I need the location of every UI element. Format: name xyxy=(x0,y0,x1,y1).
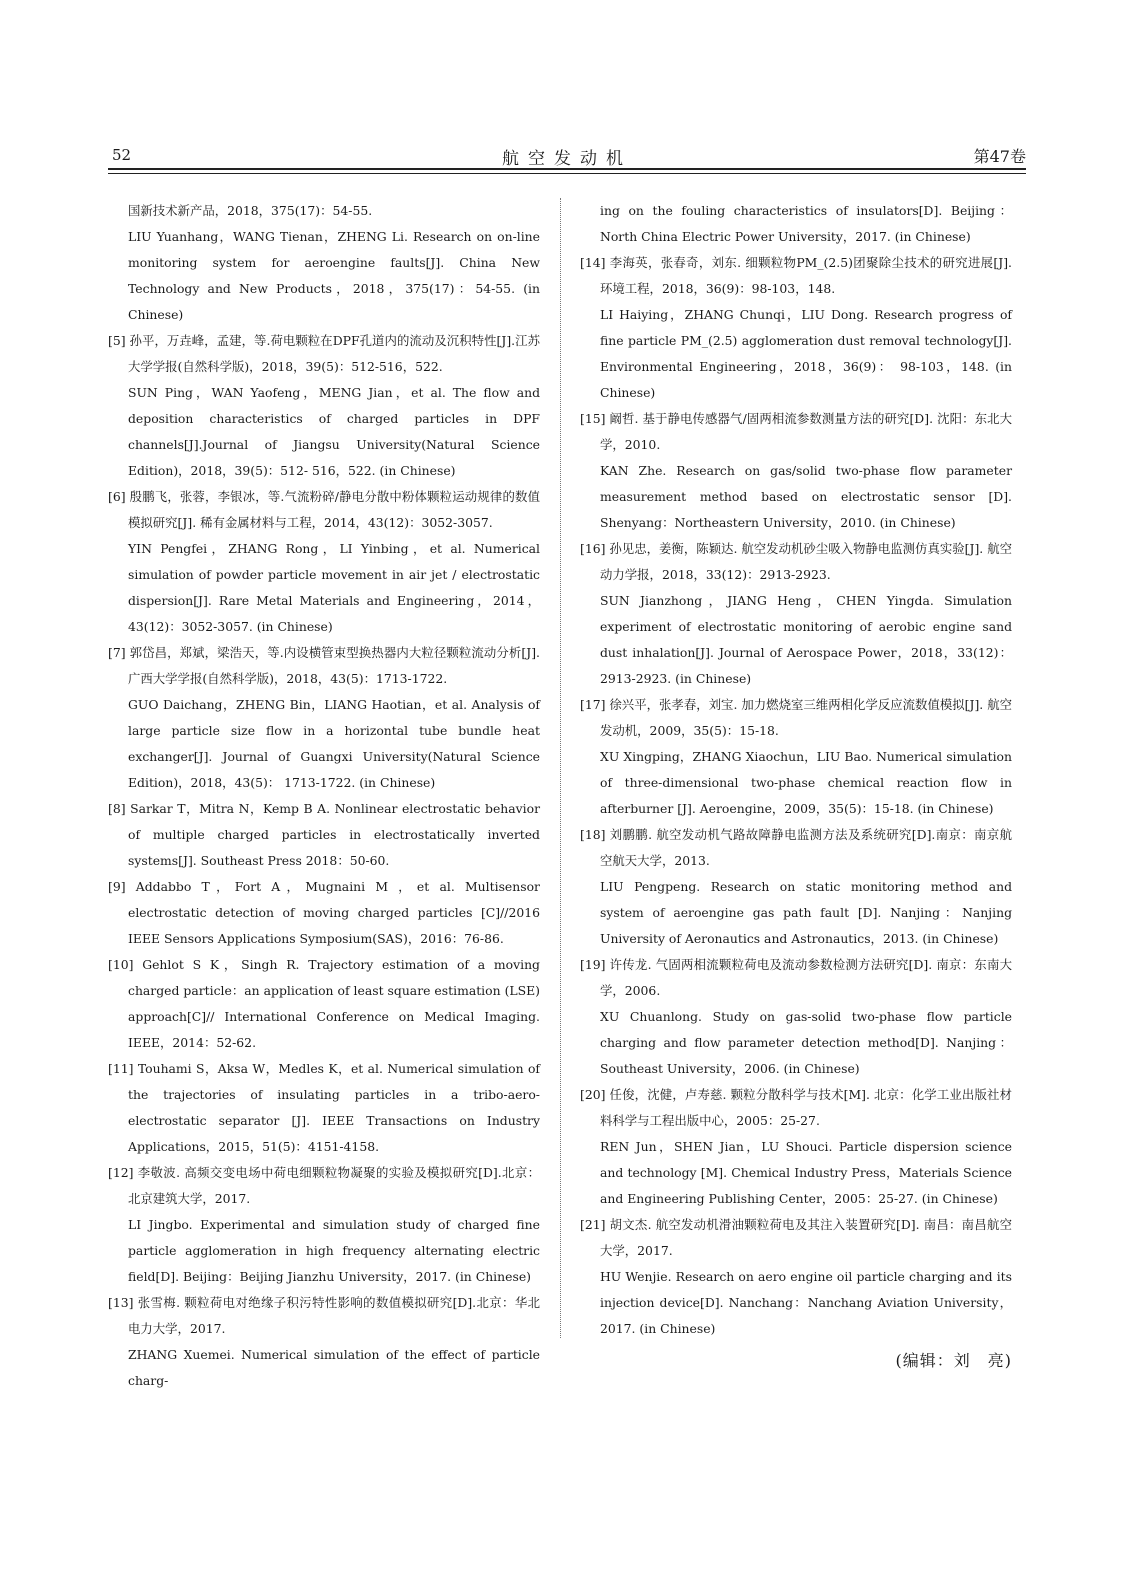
reference-14-zh: [14] 李海英，张春奇，刘东. 细颗粒物PM_(2.5)团聚除尘技术的研究进展[J]. 环境工程，2018，36(9)：98-103，148. xyxy=(580,255,1012,296)
reference-13-en: ZHANG Xuemei. Numerical simulation of the effect of particle charg- xyxy=(128,1347,540,1388)
right-column xyxy=(580,198,1012,1374)
reference-7-en: GUO Daichang，ZHENG Bin，LIANG Haotian，et al. Analysis of large particle size flow in a horizontal tube bundle heat exchanger[J]. Journal of Guangxi University(Natural Science Edition)，2018，43(5)： 1713-1722. (in Chinese) xyxy=(128,697,540,790)
column-divider xyxy=(560,198,561,1338)
reference-15-en: KAN Zhe. Research on gas/solid two-phase flow parameter measurement method based on electrostatic sensor [D]. Shenyang：Northeastern University，2010. (in Chinese) xyxy=(600,463,1012,530)
reference-8: [8] Sarkar T，Mitra N，Kemp B A. Nonlinear electrostatic behavior of multiple charged particles in electrostatically inverted systems[J]. Southeast Press 2018：50-60. xyxy=(108,801,540,868)
volume-label: 第47卷 xyxy=(973,147,1026,166)
reference-21-en: HU Wenjie. Research on aero engine oil particle charging and its injection device[D]. Nanchang：Nanchang Aviation University，2017. (in Chinese) xyxy=(600,1269,1012,1336)
reference-6-en: YIN Pengfei，ZHANG Rong，LI Yinbing，et al. Numerical simulation of powder particle movement in air jet / electrostatic dispersion[J]. Rare Metal Materials and Engineering，2014，43(12)：3052-3057. (in Chinese) xyxy=(128,541,540,634)
reference-17-zh: [17] 徐兴平，张孝春，刘宝. 加力燃烧室三维两相化学反应流数值模拟[J]. 航空发动机，2009，35(5)：15-18. xyxy=(580,697,1012,738)
reference-18-en: LIU Pengpeng. Research on static monitoring method and system of aeroengine gas path fault [D]. Nanjing：Nanjing University of Aeronautics and Astronautics，2013. (in Chinese) xyxy=(600,879,1012,946)
reference-20-en: REN Jun，SHEN Jian，LU Shouci. Particle dispersion science and technology [M]. Chemical Industry Press，Materials Science and Engineering Publishing Center，2005：25-27. (in Chinese) xyxy=(600,1139,1012,1206)
reference-9: [9] Addabbo T，Fort A，Mugnaini M ，et al. Multisensor electrostatic detection of moving charged particles [C]//2016 IEEE Sensors Applications Symposium(SAS)，2016：76-86. xyxy=(108,879,540,946)
reference-13-zh: [13] 张雪梅. 颗粒荷电对绝缘子积污特性影响的数值模拟研究[D].北京：华北电力大学，2017. xyxy=(108,1295,540,1336)
left-column xyxy=(108,198,540,1394)
reference-10: [10] Gehlot S K，Singh R. Trajectory estimation of a moving charged particle：an application of least square estimation (LSE) approach[C]// International Conference on Medical Imaging. IEEE，2014：52-62. xyxy=(108,957,540,1050)
reference-12-zh: [12] 李敬波. 高频交变电场中荷电细颗粒物凝聚的实验及模拟研究[D].北京：北京建筑大学，2017. xyxy=(108,1165,540,1206)
reference-17-en: XU Xingping，ZHANG Xiaochun，LIU Bao. Numerical simulation of three-dimensional two-phase chemical reaction flow in afterburner [J]. Aeroengine，2009，35(5)：15-18. (in Chinese) xyxy=(600,749,1012,816)
reference-6-zh: [6] 殷鹏飞，张蓉，李银冰，等.气流粉碎/静电分散中粉体颗粒运动规律的数值模拟研究[J]. 稀有金属材料与工程，2014，43(12)：3052-3057. xyxy=(108,489,540,530)
reference-21-zh: [21] 胡文杰. 航空发动机滑油颗粒荷电及其注入装置研究[D]. 南昌：南昌航空大学，2017. xyxy=(580,1217,1012,1258)
editor-note: (编辑：刘 亮) xyxy=(895,1351,1012,1370)
reference-7-zh: [7] 郭岱昌，郑斌，梁浩天，等.内设横管束型换热器内大粒径颗粒流动分析[J].广西大学学报(自然科学版)，2018，43(5)：1713-1722. xyxy=(108,645,540,686)
reference-19-zh: [19] 许传龙. 气固两相流颗粒荷电及流动参数检测方法研究[D]. 南京：东南大学，2006. xyxy=(580,957,1012,998)
reference-5-en: SUN Ping，WAN Yaofeng，MENG Jian，et al. The flow and deposition characteristics of charged particles in DPF channels[J].Journal of Jiangsu University(Natural Science Edition)，2018，39(5)：512- 516，522. (in Chinese) xyxy=(128,385,540,478)
page-number: 52 xyxy=(112,146,132,164)
reference-19-en: XU Chuanlong. Study on gas-solid two-phase flow particle charging and flow parameter detection method[D]. Nanjing：Southeast University，2006. (in Chinese) xyxy=(600,1009,1012,1076)
header-rule-thin xyxy=(108,173,1026,174)
reference-12-en: LI Jingbo. Experimental and simulation study of charged fine particle agglomeration in high frequency alternating electric field[D]. Beijing：Beijing Jianzhu University，2017. (in Chinese) xyxy=(128,1217,540,1284)
reference-20-zh: [20] 任俊，沈健，卢寿慈. 颗粒分散科学与技术[M]. 北京：化学工业出版社材料科学与工程出版中心，2005：25-27. xyxy=(580,1087,1012,1128)
reference-5-zh: [5] 孙平，万垚峰，孟建，等.荷电颗粒在DPF孔道内的流动及沉积特性[J].江苏大学学报(自然科学版)，2018，39(5)：512-516，522. xyxy=(108,333,540,374)
ref-continued-en-right: ing on the fouling characteristics of insulators[D]. Beijing：North China Electric Power University，2017. (in Chinese) xyxy=(600,203,1012,244)
ref-continued-zh: 国新技术新产品，2018，375(17)：54-55. xyxy=(128,203,373,218)
reference-14-en: LI Haiying，ZHANG Chunqi，LIU Dong. Research progress of fine particle PM_(2.5) agglomeration dust removal technology[J]. Environmental Engineering，2018，36(9)： 98-103，148. (in Chinese) xyxy=(600,307,1012,400)
journal-title: 航空发动机 xyxy=(502,149,632,169)
reference-15-zh: [15] 阚哲. 基于静电传感器气/固两相流参数测量方法的研究[D]. 沈阳：东北大学，2010. xyxy=(580,411,1012,452)
reference-18-zh: [18] 刘鹏鹏. 航空发动机气路故障静电监测方法及系统研究[D].南京：南京航空航天大学，2013. xyxy=(580,827,1012,868)
reference-16-zh: [16] 孙见忠，姜衡，陈颖达. 航空发动机砂尘吸入物静电监测仿真实验[J]. 航空动力学报，2018，33(12)：2913-2923. xyxy=(580,541,1012,582)
page-header xyxy=(108,140,1026,170)
ref-continued-en: LIU Yuanhang，WANG Tienan，ZHENG Li. Research on on-line monitoring system for aeroengine faults[J]. China New Technology and New Products，2018，375(17)：54-55. (in Chinese) xyxy=(128,229,540,322)
reference-16-en: SUN Jianzhong，JIANG Heng，CHEN Yingda. Simulation experiment of electrostatic monitoring of aerobic engine sand dust inhalation[J]. Journal of Aerospace Power，2018，33(12)：2913-2923. (in Chinese) xyxy=(600,593,1012,686)
header-rule-thick xyxy=(108,168,1026,170)
reference-11: [11] Touhami S，Aksa W，Medles K，et al. Numerical simulation of the trajectories of insulating particles in a tribo-aero-electrostatic separator [J]. IEEE Transactions on Industry Applications，2015，51(5)：4151-4158. xyxy=(108,1061,540,1154)
